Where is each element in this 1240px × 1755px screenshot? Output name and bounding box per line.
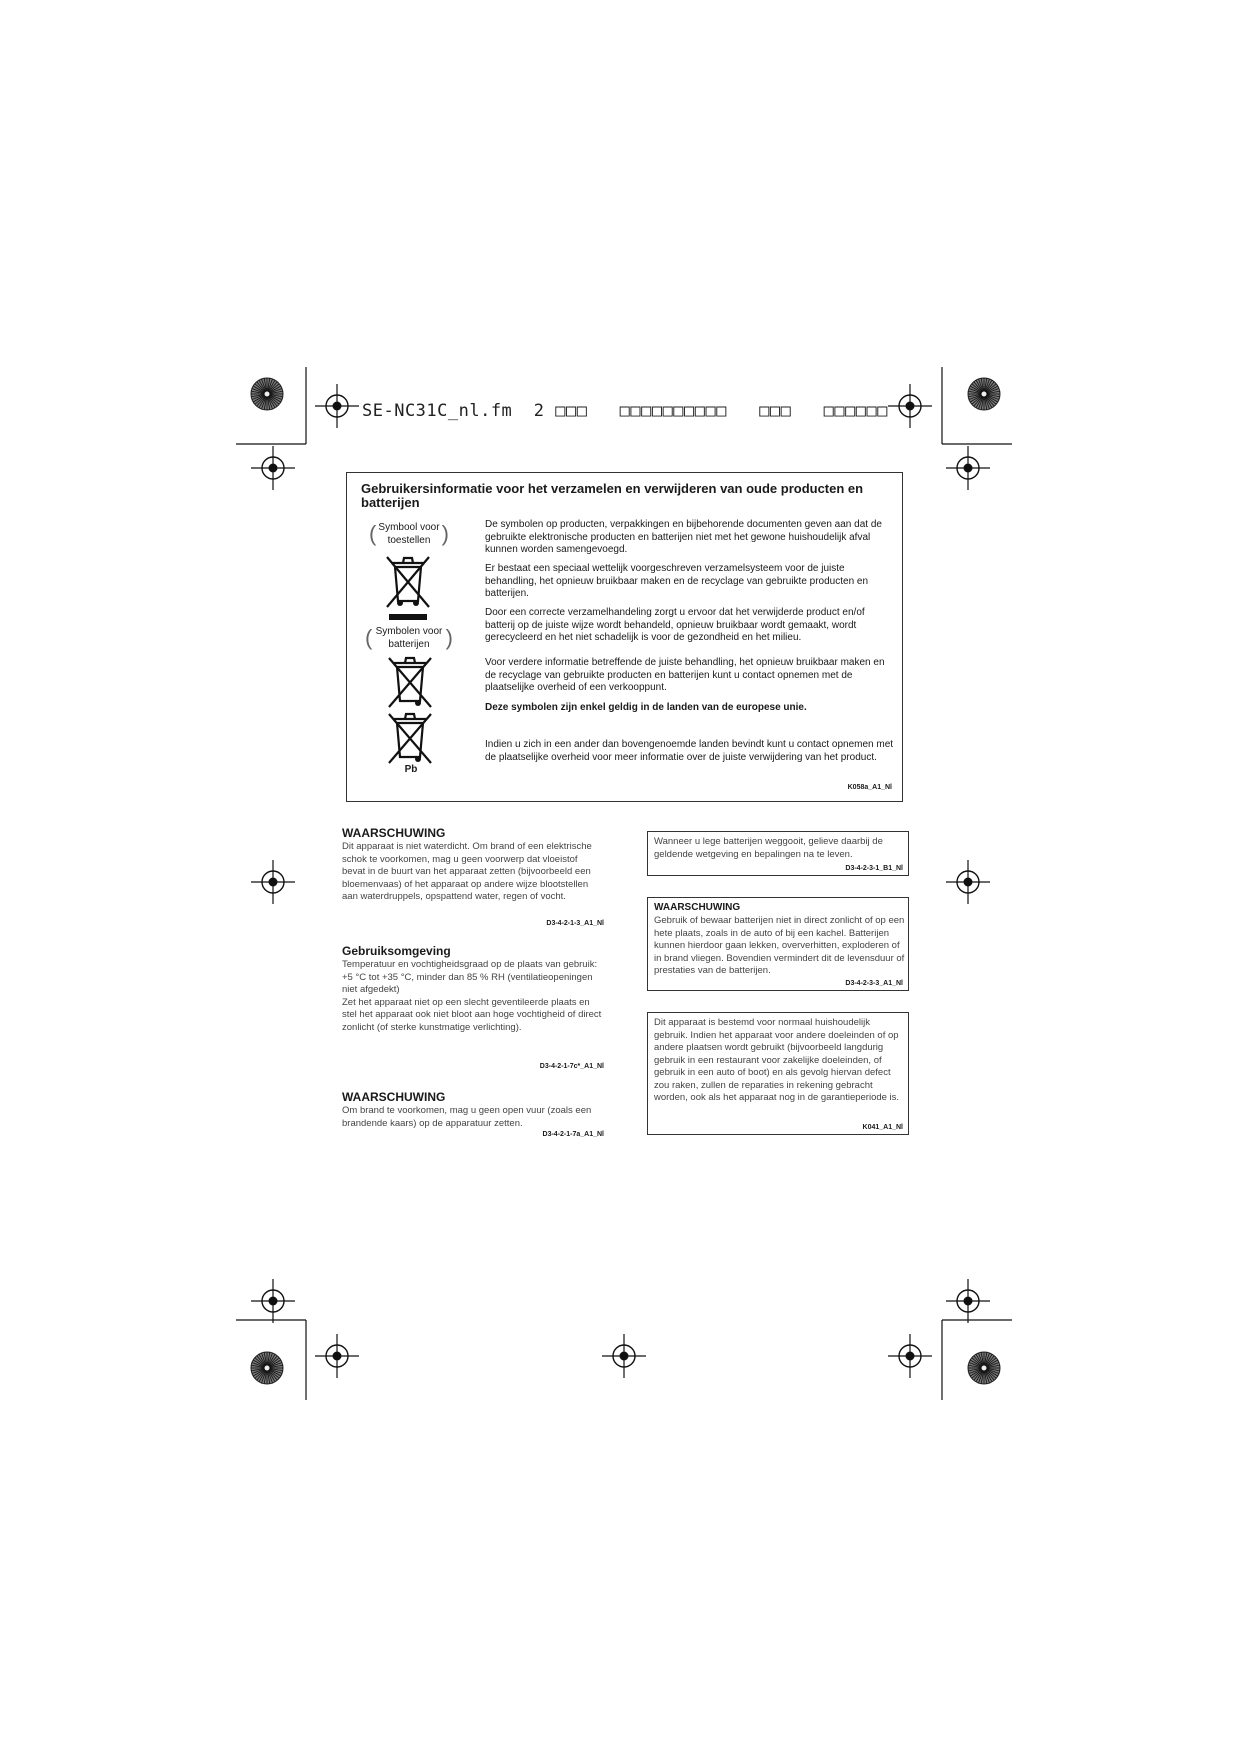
- warning-title: WAARSCHUWING: [342, 1090, 446, 1104]
- battery-warning-text: Gebruik of bewaar batterijen niet in direct zonlicht of op een hete plaats, zoals in de auto of bij een kachel. Batterijen kunnen hierdoor gaan lekken, oververhitten, exploderen of in brand vliegen. Bovendien vermindert dit de levensduur of prestaties van de batterijen.: [654, 915, 905, 976]
- battery-disposal-text: Wanneer u lege batterijen weggooit, gelieve daarbij de geldende wetgeving en bepalingen na te leven.: [654, 836, 883, 860]
- info-paragraph: Voor verdere informatie betreffende de juiste behandling, het opnieuw bruikbaar maken en de recyclage van gebruikte producten en batterijen kunt u contact opnemen met de plaatselijke overheid of een verkooppunt.: [485, 657, 885, 693]
- household-use-text: Dit apparaat is bestemd voor normaal huishoudelijk gebruik. Indien het apparaat voor andere doeleinden of op andere plaatsen wordt gebruikt (bijvoorbeeld langdurig gebruik in een restaurant voor zakelijke doeleinden, of gebruik in een auto of boot) en als gevolg hiervan defect zou raken, zullen de reparaties in rekening gebracht worden, ook als het apparaat nog in de garantieperiode is.: [654, 1017, 900, 1103]
- info-box-code: K058a_A1_Nl: [847, 784, 892, 791]
- warning-waterproof-text: Dit apparaat is niet waterdicht. Om brand of een elektrische schok te voorkomen, mag u geen voorwerp dat vloeistof bevat in de buurt van het apparaat zetten (bijvoorbeeld een bloemenvaas) of het apparaat op andere wijze blootstellen aan waterdruppels, opspattend water, regen of vocht.: [342, 841, 592, 902]
- environment-title: Gebruiksomgeving: [342, 944, 451, 958]
- info-paragraph: Er bestaat een speciaal wettelijk voorgeschreven verzamelsysteem voor de juiste behandling, het opnieuw bruikbaar maken en de recyclage van gebruikte producten en batterijen.: [485, 563, 869, 599]
- environment-text: Temperatuur en vochtigheidsgraad op de plaats van gebruik: +5 °C tot +35 °C, minder dan 85 % RH (ventilatieopeningen niet afgedekt) Zet het apparaat niet op een slecht geventileerde plaats en stel het apparaat ook niet bloot aan hoge vochtigheid of direct zonlicht (of sterke kunstmatige verlichting).: [342, 959, 602, 1033]
- warning-fire-text: Om brand te voorkomen, mag u geen open vuur (zoals een brandende kaars) op de apparatuur zetten.: [342, 1105, 592, 1129]
- registration-mark-icon: [251, 860, 295, 904]
- crossed-bin-pb-icon: [385, 711, 435, 769]
- battery-warning-title: WAARSCHUWING: [654, 902, 741, 913]
- other-countries-text: Indien u zich in een ander dan bovengenoemde landen bevindt kunt u contact opnemen met de plaatselijke overheid voor meer informatie over de juiste verwijdering van het product.: [485, 739, 894, 763]
- battery-disposal-box: [647, 831, 909, 876]
- battery-warning-code: D3-4-2-3-3_A1_Nl: [845, 980, 903, 987]
- registration-mark-icon: [946, 1279, 990, 1323]
- environment-code: D3-4-2-1-7c*_A1_Nl: [539, 1063, 604, 1070]
- symbol-devices-label: ( Symbool voor toestellen ): [369, 521, 449, 546]
- color-target-icon: [251, 378, 283, 410]
- crossed-bin-battery-icon: [385, 655, 435, 713]
- registration-mark-icon: [315, 384, 359, 428]
- household-use-code: K041_A1_Nl: [862, 1124, 903, 1131]
- registration-mark-icon: [946, 860, 990, 904]
- symbol-batteries-label: ( Symbolen voor batterijen ): [365, 625, 453, 650]
- registration-mark-icon: [888, 384, 932, 428]
- header-filename: SE-NC31C_nl.fm 2 □□□ □□□□□□□□□□ □□□ □□□□□□: [362, 401, 889, 421]
- color-target-icon: [251, 1352, 283, 1384]
- battery-disposal-code: D3-4-2-3-1_B1_Nl: [845, 865, 903, 872]
- disposal-info-title: Gebruikersinformatie voor het verzamelen en verwijderen van oude producten en batterijen: [361, 481, 864, 510]
- color-target-icon: [968, 378, 1000, 410]
- registration-mark-icon: [251, 446, 295, 490]
- battery-warning-box: [647, 897, 909, 991]
- pb-label: Pb: [404, 764, 418, 775]
- registration-mark-icon: [602, 1334, 646, 1378]
- info-paragraph: De symbolen op producten, verpakkingen en bijbehorende documenten geven aan dat de gebruikte elektronische producten en batterijen niet met het gewone huishoudelijk afval kunnen worden samengevoegd.: [485, 519, 882, 555]
- disposal-info-box: [346, 472, 903, 802]
- registration-mark-icon: [251, 1279, 295, 1323]
- eu-note: Deze symbolen zijn enkel geldig in de landen van de europese unie.: [485, 702, 807, 713]
- crossed-bin-device-icon: [383, 549, 433, 629]
- warning-fire-code: D3-4-2-1-7a_A1_Nl: [542, 1131, 604, 1138]
- registration-mark-icon: [946, 446, 990, 490]
- registration-mark-icon: [315, 1334, 359, 1378]
- warning-waterproof-code: D3-4-2-1-3_A1_Nl: [546, 920, 604, 927]
- color-target-icon: [968, 1352, 1000, 1384]
- warning-title: WAARSCHUWING: [342, 826, 446, 840]
- info-paragraph: Door een correcte verzamelhandeling zorgt u ervoor dat het verwijderde product en/of batterij op de juiste wijze wordt behandeld, opnieuw bruikbaar wordt gemaakt, wordt gerecycleerd en het niet schadelijk is voor de gezondheid en het milieu.: [485, 607, 865, 643]
- household-use-box: [647, 1012, 909, 1135]
- registration-mark-icon: [888, 1334, 932, 1378]
